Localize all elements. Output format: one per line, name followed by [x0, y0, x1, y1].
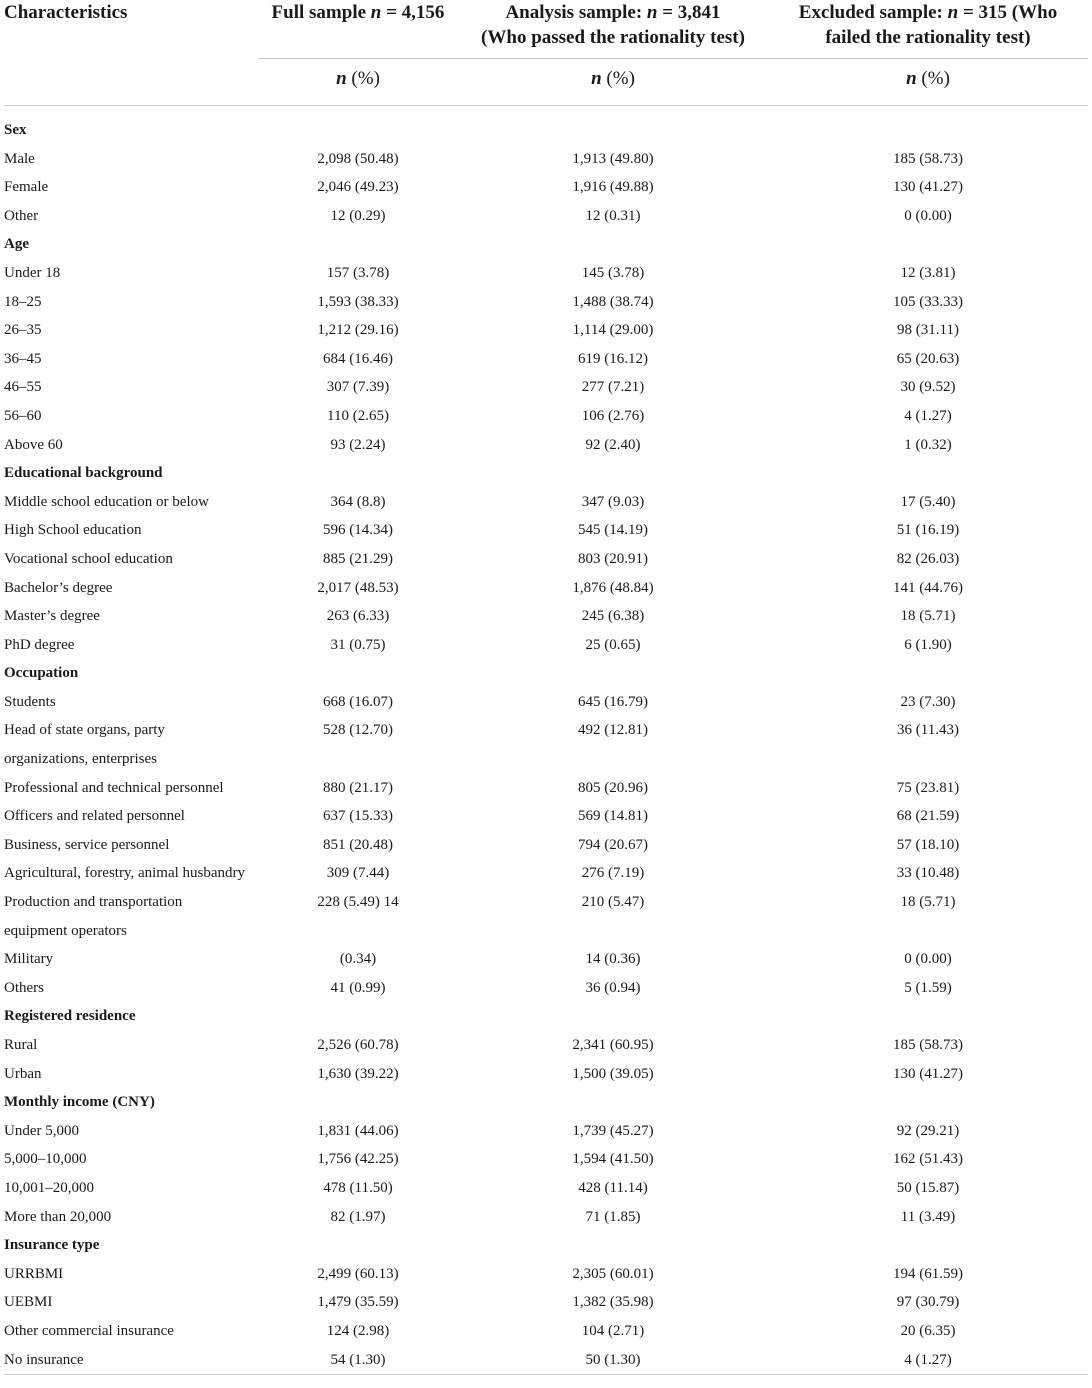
full-sample-cell: 124 (2.98): [326, 1322, 390, 1339]
excluded-sample-header: [768, 0, 1088, 59]
excluded-sample-cell: 50 (15.87): [896, 1179, 960, 1196]
excluded-sample-cell: 18 (5.71): [900, 608, 956, 625]
full-sample-cell: 478 (11.50): [323, 1179, 393, 1196]
analysis-sample-cell: [458, 1231, 768, 1260]
excluded-sample-subtitle: failed the rationality test): [825, 27, 1031, 48]
excluded-sample-cell: [768, 230, 1088, 259]
table-row: [4, 574, 1088, 603]
table-row: [4, 945, 1088, 974]
subheader-pct: (%): [916, 68, 950, 89]
excluded-sample-cell: 0 (0.00): [904, 207, 952, 224]
analysis-sample-cell: 1,876 (48.84): [572, 579, 654, 596]
spacer-cell: [768, 106, 1088, 117]
row-label: Military: [4, 951, 54, 968]
characteristics-header: [4, 0, 258, 59]
analysis-sample-cell: 347 (9.03): [581, 493, 645, 510]
analysis-sample-cell: [458, 1088, 768, 1117]
spacer-cell: [258, 106, 458, 117]
row-label: 46–55: [4, 379, 42, 396]
full-sample-cell: 1,479 (35.59): [317, 1294, 399, 1311]
row-label: Other commercial insurance: [4, 1322, 174, 1339]
table-row: [4, 345, 1088, 374]
category-row: [4, 659, 1088, 688]
subheader-excluded: [768, 59, 1088, 106]
row-label: 36–45: [4, 350, 42, 367]
table-row: [4, 545, 1088, 574]
row-label: Rural: [4, 1037, 38, 1053]
excluded-sample-cell: [768, 1002, 1088, 1031]
analysis-sample-cell: [458, 917, 768, 946]
full-sample-cell: 885 (21.29): [323, 550, 393, 567]
full-sample-cell: (0.34): [339, 951, 377, 968]
excluded-sample-cell: 194 (61.59): [893, 1265, 963, 1282]
excluded-sample-title: Excluded sample:: [798, 2, 943, 23]
analysis-sample-cell: 428 (11.14): [578, 1179, 648, 1196]
table-row: [4, 488, 1088, 517]
full-sample-cell: 31 (0.75): [330, 636, 386, 653]
excluded-sample-cell: 23 (7.30): [900, 693, 956, 710]
excluded-sample-cell: [768, 659, 1088, 688]
table-row: [4, 631, 1088, 660]
subheader-pct: (%): [346, 68, 380, 89]
full-sample-cell: 880 (21.17): [323, 779, 393, 796]
row-label: PhD degree: [4, 636, 75, 653]
table-row: [4, 1117, 1088, 1146]
table-row: [4, 602, 1088, 631]
analysis-sample-cell: 569 (14.81): [578, 808, 648, 825]
row-label: Officers and related personnel: [4, 808, 185, 825]
excluded-sample-cell: [768, 745, 1088, 774]
table-row: [4, 688, 1088, 717]
row-label: High School education: [4, 522, 142, 539]
category-row: [4, 1002, 1088, 1031]
excluded-sample-cell: 6 (1.90): [904, 636, 952, 653]
category-label: Age: [4, 236, 29, 253]
analysis-sample-cell: 106 (2.76): [581, 407, 645, 424]
row-label: Under 18: [4, 264, 61, 281]
analysis-sample-cell: 92 (2.40): [585, 436, 641, 453]
analysis-sample-cell: 492 (12.81): [578, 722, 648, 739]
category-label: Registered residence: [4, 1008, 136, 1025]
table-row: [4, 1203, 1088, 1232]
row-label: organizations, enterprises: [4, 751, 158, 768]
full-sample-cell: 41 (0.99): [330, 979, 386, 996]
analysis-sample-header: [458, 0, 768, 59]
table-row: [4, 716, 1088, 745]
row-label: More than 20,000: [4, 1208, 112, 1225]
analysis-sample-cell: 276 (7.19): [581, 865, 645, 882]
analysis-sample-cell: [458, 1002, 768, 1031]
analysis-sample-subtitle: (Who passed the rationality test): [481, 27, 745, 48]
table-row: [4, 745, 1088, 774]
full-sample-cell: [258, 459, 458, 488]
table-row: [4, 1288, 1088, 1317]
row-label: No insurance: [4, 1346, 258, 1375]
analysis-sample-cell: 645 (16.79): [578, 693, 648, 710]
analysis-sample-cell: 794 (20.67): [578, 836, 648, 853]
table-row: [4, 1317, 1088, 1346]
full-sample-cell: 528 (12.70): [323, 722, 393, 739]
table-row: [4, 917, 1088, 946]
subheader-pct: (%): [601, 68, 635, 89]
row-label: Above 60: [4, 436, 63, 453]
analysis-sample-cell: 619 (16.12): [578, 350, 648, 367]
excluded-sample-cell: 82 (26.03): [896, 550, 960, 567]
table-row: [4, 1346, 1088, 1375]
row-label: Other: [4, 207, 39, 224]
full-sample-cell: 1,630 (39.22): [317, 1065, 399, 1082]
excluded-sample-cell: 20 (6.35): [900, 1322, 956, 1339]
table-row: [4, 1174, 1088, 1203]
analysis-sample-cell: 545 (14.19): [578, 522, 648, 539]
analysis-sample-cell: 803 (20.91): [578, 550, 648, 567]
full-sample-cell: 309 (7.44): [326, 865, 390, 882]
full-sample-cell: 1,756 (42.25): [317, 1151, 399, 1168]
full-sample-cell: 851 (20.48): [323, 836, 393, 853]
table-row: [4, 1060, 1088, 1089]
analysis-sample-cell: [458, 230, 768, 259]
category-label: Insurance type: [4, 1237, 100, 1254]
row-label: Professional and technical personnel: [4, 779, 224, 796]
excluded-sample-cell: 162 (51.43): [893, 1151, 963, 1168]
subheader-n: n: [336, 68, 347, 89]
excluded-sample-cell: [768, 917, 1088, 946]
excluded-sample-cell: [768, 459, 1088, 488]
row-label: Others: [4, 979, 44, 996]
analysis-sample-n-symbol: n: [646, 2, 658, 23]
spacer-cell: [4, 106, 258, 117]
excluded-sample-cell: 51 (16.19): [896, 522, 960, 539]
excluded-sample-n-value: = 315 (Who: [958, 2, 1058, 23]
category-label: Occupation: [4, 665, 79, 682]
table-row: [4, 831, 1088, 860]
full-sample-cell: 110 (2.65): [327, 407, 389, 424]
table-row: [4, 974, 1088, 1003]
analysis-sample-cell: 805 (20.96): [578, 779, 648, 796]
full-sample-cell: [258, 1002, 458, 1031]
table-row: [4, 373, 1088, 402]
excluded-sample-cell: 68 (21.59): [896, 808, 960, 825]
analysis-sample-cell: 277 (7.21): [581, 379, 645, 396]
full-sample-header: [258, 0, 458, 59]
full-sample-cell: 228 (5.49) 14: [317, 894, 399, 911]
table-row: [4, 1031, 1088, 1060]
subheader-row: [4, 59, 1088, 106]
analysis-sample-cell: [458, 659, 768, 688]
excluded-sample-n-symbol: n: [947, 2, 959, 23]
characteristics-header-text: Characteristics: [4, 2, 128, 23]
excluded-sample-cell: 36 (11.43): [897, 722, 959, 739]
header-row: [4, 0, 1088, 59]
full-sample-cell: 157 (3.78): [326, 264, 390, 281]
table-body: [4, 106, 1088, 1375]
full-sample-cell: 1,593 (38.33): [317, 293, 399, 310]
analysis-sample-cell: 1,114 (29.00): [572, 322, 654, 339]
table-row: [4, 288, 1088, 317]
row-label: Female: [4, 179, 49, 196]
excluded-sample-cell: [768, 116, 1088, 145]
excluded-sample-cell: 185 (58.73): [893, 150, 963, 167]
category-row: [4, 459, 1088, 488]
row-label: 56–60: [4, 407, 42, 424]
analysis-sample-cell: 1,382 (35.98): [572, 1294, 654, 1311]
excluded-sample-cell: 30 (9.52): [900, 379, 956, 396]
full-sample-cell: [258, 745, 458, 774]
table-row: [4, 1145, 1088, 1174]
row-label: Agricultural, forestry, animal husbandry: [4, 865, 246, 882]
full-sample-cell: 2,098 (50.48): [317, 150, 399, 167]
table-row: [4, 1260, 1088, 1289]
analysis-sample-cell: 1,594 (41.50): [572, 1151, 654, 1168]
category-row: [4, 116, 1088, 145]
full-sample-title: Full sample: [271, 2, 367, 23]
full-sample-cell: 637 (15.33): [323, 808, 393, 825]
full-sample-cell: 93 (2.24): [330, 436, 386, 453]
row-label: Students: [4, 693, 56, 710]
full-sample-cell: 1,831 (44.06): [317, 1122, 399, 1139]
row-label: Production and transportation: [4, 894, 183, 911]
full-sample-cell: [258, 116, 458, 145]
excluded-sample-cell: 75 (23.81): [896, 779, 960, 796]
row-label: Middle school education or below: [4, 493, 209, 510]
excluded-sample-cell: 18 (5.71): [900, 894, 956, 911]
analysis-sample-cell: 245 (6.38): [581, 608, 645, 625]
row-label: Urban: [4, 1065, 42, 1082]
full-sample-cell: 684 (16.46): [323, 350, 393, 367]
full-sample-cell: [258, 230, 458, 259]
excluded-sample-cell: 92 (29.21): [896, 1122, 960, 1139]
row-label: Under 5,000: [4, 1122, 79, 1139]
analysis-sample-cell: 1,739 (45.27): [572, 1122, 654, 1139]
full-sample-cell: 307 (7.39): [326, 379, 390, 396]
full-sample-n-value: = 4,156: [381, 2, 445, 23]
table-row: [4, 516, 1088, 545]
subheader-analysis: [458, 59, 768, 106]
analysis-sample-cell: 210 (5.47): [581, 894, 645, 911]
table-row: [4, 802, 1088, 831]
table-row: [4, 202, 1088, 231]
table-row: [4, 316, 1088, 345]
full-sample-cell: 596 (14.34): [323, 522, 393, 539]
analysis-sample-cell: 2,305 (60.01): [572, 1265, 654, 1282]
full-sample-cell: [258, 917, 458, 946]
excluded-sample-cell: 98 (31.11): [897, 322, 959, 339]
table-row: [4, 145, 1088, 174]
excluded-sample-cell: 17 (5.40): [900, 493, 956, 510]
spacer-row: [4, 106, 1088, 117]
row-label: Bachelor’s degree: [4, 579, 113, 596]
full-sample-cell: 12 (0.29): [330, 207, 386, 224]
row-label: Male: [4, 150, 35, 167]
subheader-n: n: [906, 68, 917, 89]
excluded-sample-cell: 4 (1.27): [904, 407, 952, 424]
table-row: [4, 431, 1088, 460]
analysis-sample-cell: 25 (0.65): [585, 636, 641, 653]
excluded-sample-cell: 130 (41.27): [893, 179, 963, 196]
row-label: Head of state organs, party: [4, 722, 165, 739]
analysis-sample-cell: 14 (0.36): [585, 951, 641, 968]
analysis-sample-cell: 1,488 (38.74): [572, 293, 654, 310]
analysis-sample-cell: 12 (0.31): [585, 207, 641, 224]
excluded-sample-cell: 141 (44.76): [893, 579, 963, 596]
excluded-sample-cell: 11 (3.49): [900, 1208, 956, 1225]
analysis-sample-cell: 1,916 (49.88): [572, 179, 654, 196]
excluded-sample-cell: 33 (10.48): [896, 865, 960, 882]
full-sample-cell: [258, 1088, 458, 1117]
excluded-sample-cell: 65 (20.63): [896, 350, 960, 367]
analysis-sample-cell: 104 (2.71): [581, 1322, 645, 1339]
analysis-sample-cell: 36 (0.94): [585, 979, 641, 996]
table-row: [4, 859, 1088, 888]
subheader-blank: [4, 59, 258, 106]
subheader-n: n: [591, 68, 602, 89]
analysis-sample-cell: 1,913 (49.80): [572, 150, 654, 167]
table-header: [4, 0, 1088, 106]
row-label: 26–35: [4, 322, 42, 339]
table-row: [4, 173, 1088, 202]
analysis-sample-cell: 71 (1.85): [585, 1208, 641, 1225]
full-sample-cell: 1,212 (29.16): [317, 322, 399, 339]
full-sample-cell: 2,499 (60.13): [317, 1265, 399, 1282]
analysis-sample-cell: 145 (3.78): [581, 264, 645, 281]
category-row: [4, 230, 1088, 259]
analysis-sample-cell: [458, 116, 768, 145]
analysis-sample-n-value: = 3,841: [657, 2, 721, 23]
full-sample-cell: [258, 1231, 458, 1260]
full-sample-cell: 2,017 (48.53): [317, 579, 399, 596]
category-row: [4, 1231, 1088, 1260]
row-label: equipment operators: [4, 922, 127, 939]
subheader-full: [258, 59, 458, 106]
row-label: Vocational school education: [4, 550, 173, 567]
full-sample-cell: 364 (8.8): [330, 493, 386, 510]
full-sample-cell: 2,526 (60.78): [317, 1037, 399, 1053]
excluded-sample-cell: 0 (0.00): [904, 951, 952, 968]
excluded-sample-cell: 4 (1.27): [768, 1346, 1088, 1375]
row-label: UEBMI: [4, 1294, 53, 1311]
spacer-cell: [458, 106, 768, 117]
row-label: 18–25: [4, 293, 42, 310]
excluded-sample-cell: 5 (1.59): [904, 979, 952, 996]
row-label: URRBMI: [4, 1265, 64, 1282]
table-row: [4, 259, 1088, 288]
excluded-sample-cell: 185 (58.73): [893, 1037, 963, 1053]
excluded-sample-cell: 97 (30.79): [896, 1294, 960, 1311]
excluded-sample-cell: 57 (18.10): [896, 836, 960, 853]
excluded-sample-cell: [768, 1231, 1088, 1260]
category-label: Sex: [4, 122, 27, 138]
full-sample-cell: [258, 659, 458, 688]
full-sample-n-symbol: n: [370, 2, 382, 23]
excluded-sample-cell: 130 (41.27): [893, 1065, 963, 1082]
excluded-sample-cell: 105 (33.33): [893, 293, 963, 310]
analysis-sample-cell: 2,341 (60.95): [572, 1037, 654, 1053]
category-label: Monthly income (CNY): [4, 1094, 155, 1111]
analysis-sample-cell: 50 (1.30): [458, 1346, 768, 1375]
excluded-sample-cell: [768, 1088, 1088, 1117]
analysis-sample-cell: [458, 459, 768, 488]
row-label: Master’s degree: [4, 608, 100, 625]
full-sample-cell: 54 (1.30): [258, 1346, 458, 1375]
table-row: [4, 888, 1088, 917]
full-sample-cell: 2,046 (49.23): [317, 179, 399, 196]
table-row: [4, 774, 1088, 803]
full-sample-cell: 668 (16.07): [323, 693, 393, 710]
demographics-table: [4, 0, 1088, 1375]
analysis-sample-cell: 1,500 (39.05): [572, 1065, 654, 1082]
row-label: 5,000–10,000: [4, 1151, 87, 1168]
row-label: 10,001–20,000: [4, 1179, 94, 1196]
table-row: [4, 402, 1088, 431]
analysis-sample-cell: [458, 745, 768, 774]
category-label: Educational background: [4, 465, 163, 482]
full-sample-cell: 82 (1.97): [330, 1208, 386, 1225]
category-row: [4, 1088, 1088, 1117]
analysis-sample-title: Analysis sample:: [505, 2, 643, 23]
excluded-sample-cell: 1 (0.32): [904, 436, 952, 453]
excluded-sample-cell: 12 (3.81): [900, 264, 956, 281]
full-sample-cell: 263 (6.33): [326, 608, 390, 625]
row-label: Business, service personnel: [4, 836, 170, 853]
